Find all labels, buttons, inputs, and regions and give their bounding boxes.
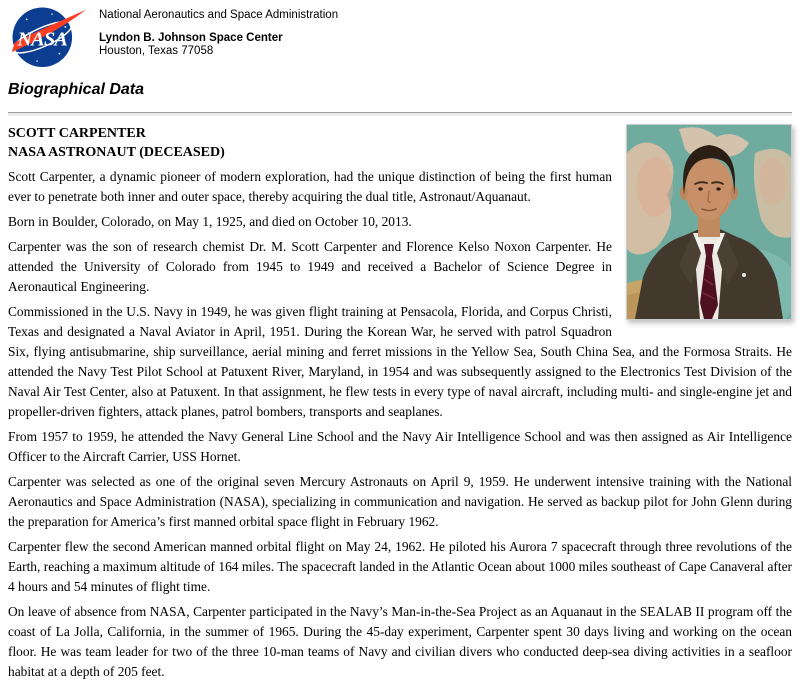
nasa-meatball-logo-icon (8, 6, 90, 70)
masthead-text (99, 6, 338, 58)
bio-paragraph-5: From 1957 to 1959, he attended the Navy General Line School and the Navy Air Intelligence School and was then assigned as Air Intelligence Officer to the Aircraft Carrier, USS Hornet. (8, 429, 792, 464)
center-name: Lyndon B. Johnson Space Center (99, 32, 283, 44)
bio-paragraph-6: Carpenter was selected as one of the original seven Mercury Astronauts on April 9, 1959. He underwent intensive training with the National Aeronautics and Space Administration (NASA), specializing in communication and navigation. He served as backup pilot for John Glenn during the preparation for America’s first manned orbital space flight in February 1962. (8, 474, 792, 529)
page-title: Biographical Data (8, 81, 145, 98)
bio-paragraph-4: Commissioned in the U.S. Navy in 1949, he was given flight training at Pensacola, Florida, and Corpus Christi, Texas and designated a Naval Aviator in April, 1951. During the Korean War, he served with patrol Squadron Six, flying antisubmarine, ship surveillance, aerial mining and ferret missions in the Yellow Sea, South China Sea, and the Formosa Straits. He attended the Navy Test Pilot School at Patuxent River, Maryland, in 1954 and was subsequently assigned to the Electronics Test Division of the Naval Air Test Center, also at Patuxent. In that assignment, he flew tests in every type of naval aircraft, including multi- and single-engine jet and propeller-driven fighters, attack planes, patrol bombers, transports and seaplanes. (8, 304, 792, 419)
bio-paragraph-1: Scott Carpenter, a dynamic pioneer of modern exploration, had the unique distinction of being the first human ever to penetrate both inner and outer space, thereby acquiring the dual title, Astronaut/Aquanaut. (8, 169, 612, 204)
center-address: Houston, Texas 77058 (99, 45, 214, 57)
bio-paragraph-3: Carpenter was the son of research chemist Dr. M. Scott Carpenter and Florence Kelso Noxon Carpenter. He attended the University of Colorado from 1945 to 1949 and received a Bachelor of Science Degree in Aeronautical Engineering. (8, 239, 612, 294)
header-divider (8, 112, 792, 116)
portrait-photo (626, 124, 792, 320)
astronaut-name: SCOTT CARPENTER (8, 126, 146, 141)
biography-article (8, 124, 792, 682)
nasa-masthead (8, 6, 792, 70)
agency-name: National Aeronautics and Space Administration (99, 9, 339, 21)
bio-paragraph-8: On leave of absence from NASA, Carpenter participated in the Navy’s Man-in-the-Sea Project as an Aquanaut in the SEALAB II program off the coast of La Jolla, California, in the summer of 1965. During the 45-day experiment, Carpenter spent 30 days living and working on the ocean floor. He was team leader for two of the three 10-man teams of Navy and civilian divers who conducted deep-sea diving activities in a seafloor habitat at a depth of 205 feet. (8, 604, 792, 679)
astronaut-status: NASA ASTRONAUT (DECEASED) (8, 145, 225, 160)
bio-paragraph-2: Born in Boulder, Colorado, on May 1, 1925, and died on October 10, 2013. (8, 214, 412, 229)
svg-text:NASA: NASA (17, 28, 68, 51)
bio-paragraph-7: Carpenter flew the second American manned orbital flight on May 24, 1962. He piloted his Aurora 7 spacecraft through three revolutions of the Earth, reaching a maximum altitude of 164 miles. The spacecraft landed in the Atlantic Ocean about 1000 miles southeast of Cape Canaveral after 4 hours and 54 minutes of flight time. (8, 539, 792, 594)
